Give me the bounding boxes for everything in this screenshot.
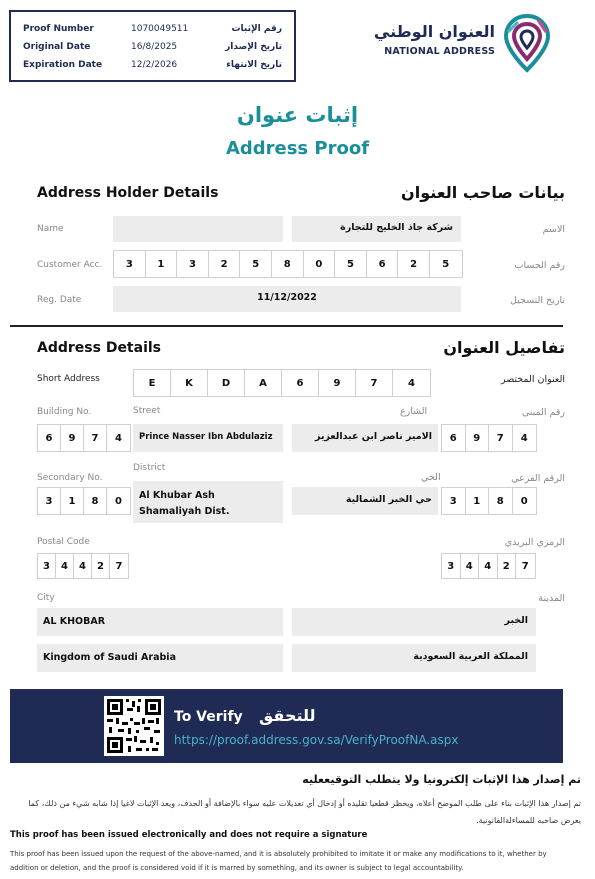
postal-digits: [37, 553, 129, 579]
postal-digit: 4: [56, 554, 74, 578]
postal-label: Postal Code: [37, 537, 90, 547]
proof-number-value: 1070049511: [131, 24, 189, 34]
proof-info-box: [9, 10, 296, 82]
verify-link[interactable]: https://proof.address.gov.sa/VerifyProofNA.aspx: [174, 733, 459, 747]
original-date-label: Original Date: [23, 42, 91, 52]
account-digit: 2: [398, 251, 430, 277]
secondary-digit-ar: 1: [466, 488, 490, 514]
building-label: Building No.: [37, 407, 92, 417]
secondary-label-ar: الرقم الفرعي: [511, 473, 565, 484]
reg-date-value: 11/12/2022: [257, 292, 317, 303]
short-address-label-ar: العنوان المختصر: [500, 374, 565, 385]
reg-date-label: Reg. Date: [37, 295, 82, 305]
country-field-ar: [292, 644, 536, 672]
footer-body-ar: تم إصدار هذا الإثبات بناء على طلب الموضح أعلاه، ويحظر قطعيا تقليده أو إدخال أي تعديلات عليه سواء بالإضافة أو الحذف، ويعد الإثبات لاغيا إذا شابه شيء من ذلك، كما يعرض صاحبه للمساءلةالقانونية.: [28, 799, 581, 825]
title-en: Address Proof: [225, 138, 370, 159]
expiration-date-label-ar: تاريخ الانتهاء: [226, 60, 282, 70]
street-value: Prince Nasser Ibn Abdulaziz: [139, 432, 273, 442]
building-digit-ar: 9: [466, 425, 490, 451]
short-address-char: 7: [356, 370, 393, 396]
account-digit: 5: [240, 251, 272, 277]
name-field-en: [113, 216, 283, 242]
secondary-label: Secondary No.: [37, 473, 103, 483]
building-label-ar: رقم المبنى: [521, 407, 565, 418]
reg-date-label-ar: تاريخ التسجيل: [510, 295, 565, 306]
proof-number-label-ar: رقم الإثبات: [231, 24, 282, 34]
proof-number-label: Proof Number: [23, 24, 94, 34]
building-digit-ar: 6: [442, 425, 466, 451]
logo-text-ar: العنوان الوطني: [373, 22, 495, 41]
expiration-date-label: Expiration Date: [23, 60, 103, 70]
country-value-ar: المملكة العربية السعودية: [413, 651, 528, 662]
address-heading-ar: تفاصيل العنوان: [443, 338, 565, 357]
expiration-date-value: 12/2/2026: [131, 60, 178, 70]
city-label-ar: المدينة: [538, 593, 565, 604]
building-digits-ar: [441, 424, 537, 452]
city-field-en: [37, 608, 283, 636]
street-field-en: [133, 424, 283, 452]
building-digit-ar: 7: [489, 425, 513, 451]
district-value-ar: حي الخبر الشمالية: [345, 494, 432, 505]
name-label: Name: [37, 224, 64, 234]
account-digit: 1: [146, 251, 178, 277]
account-digits: [113, 250, 463, 278]
holder-heading-en: Address Holder Details: [37, 185, 219, 201]
qr-code[interactable]: [104, 696, 164, 756]
postal-digit: 4: [74, 554, 92, 578]
secondary-digit-ar: 0: [520, 495, 528, 507]
postal-digit-ar: 7: [521, 560, 529, 572]
name-field-ar: [292, 216, 461, 242]
short-address-char: K: [171, 370, 208, 396]
secondary-digits-ar: [441, 487, 537, 515]
postal-label-ar: الرمزي البريدي: [504, 537, 565, 548]
street-field-ar: [292, 424, 438, 452]
address-heading-en: Address Details: [37, 340, 162, 356]
qr-code-icon: [104, 696, 164, 756]
proof-number-row: [11, 24, 294, 42]
national-address-logo-icon: [502, 12, 552, 74]
holder-heading-ar: بيانات صاحب العنوان: [401, 183, 565, 202]
original-date-label-ar: تاريخ الإصدار: [225, 42, 282, 52]
account-digit: 5: [335, 251, 367, 277]
secondary-digit: 0: [115, 495, 122, 507]
title-ar: إثبات عنوان: [236, 103, 359, 127]
account-digit: 3: [177, 251, 209, 277]
secondary-digit-ar: 3: [442, 488, 466, 514]
street-label-ar: الشارع: [400, 406, 428, 417]
verify-label-ar: للتحقق: [259, 706, 316, 725]
secondary-digits: [37, 487, 131, 515]
secondary-digit: 3: [38, 488, 61, 514]
building-digit: 7: [84, 425, 107, 451]
district-field-en: [133, 481, 283, 523]
district-field-ar: [292, 487, 438, 515]
postal-digit-ar: 4: [461, 554, 480, 578]
logo-text-en: NATIONAL ADDRESS: [384, 46, 495, 57]
short-address-label: Short Address: [37, 374, 100, 384]
short-address-char: 9: [319, 370, 356, 396]
account-digit: 0: [304, 251, 336, 277]
secondary-digit-ar: 8: [489, 488, 513, 514]
city-label: City: [37, 593, 55, 603]
building-digit: 9: [61, 425, 84, 451]
postal-digit-ar: 2: [498, 554, 517, 578]
secondary-digit: 1: [61, 488, 84, 514]
section-divider: [10, 325, 563, 327]
original-date-row: [11, 42, 294, 60]
account-digit: 3: [114, 251, 146, 277]
reg-date-field: [113, 286, 461, 312]
district-label: District: [133, 463, 166, 473]
name-label-ar: الاسم: [542, 224, 565, 235]
footer-body-en: This proof has been issued upon the request of the above-named, and it is absolutely prohibited to imitate it or make any modifications to it, whether by addition or deletion, and the proof is considered void if it is marred by something, and its owner is subject to legal accountability.: [10, 850, 547, 872]
account-digit: 2: [209, 251, 241, 277]
footer-title-ar: تم إصدار هذا الإثبات إلكترونيا ولا يتطلب التوقيععليه: [302, 773, 581, 786]
building-digit: 4: [115, 432, 122, 444]
country-value: Kingdom of Saudi Arabia: [43, 652, 176, 663]
street-label: Street: [133, 406, 161, 416]
postal-digit-ar: 4: [479, 554, 498, 578]
expiration-date-row: [11, 60, 294, 78]
postal-digit: 7: [115, 560, 123, 572]
short-address-char: 6: [282, 370, 319, 396]
account-label: Customer Acc.: [37, 260, 103, 270]
original-date-value: 16/8/2025: [131, 42, 178, 52]
building-digit: 6: [38, 425, 61, 451]
district-label-ar: الحي: [421, 472, 441, 483]
short-address-char: A: [245, 370, 282, 396]
account-digit: 6: [367, 251, 399, 277]
postal-digit: 3: [38, 554, 56, 578]
account-label-ar: رقم الحساب: [514, 260, 565, 271]
verify-label-en: To Verify: [174, 709, 243, 725]
account-digit: 5: [442, 258, 450, 270]
short-address-char: E: [134, 370, 171, 396]
postal-digit: 2: [92, 554, 110, 578]
city-value-ar: الخبر: [504, 615, 528, 626]
building-digit-ar: 4: [520, 432, 528, 444]
footer-title-en: This proof has been issued electronically and does not require a signature: [10, 830, 368, 840]
building-digits: [37, 424, 131, 452]
country-field-en: [37, 644, 283, 672]
street-value-ar: الامير ناصر ابن عبدالعزيز: [315, 431, 432, 442]
district-value: Al Khubar Ash Shamaliyah Dist.: [139, 490, 230, 517]
postal-digit-ar: 3: [442, 554, 461, 578]
name-value: شركة جاذ الخليج للتجارة: [340, 222, 453, 233]
short-address-char: 4: [408, 377, 415, 389]
secondary-digit: 8: [84, 488, 107, 514]
short-address-digits: [133, 369, 431, 397]
city-field-ar: [292, 608, 536, 636]
verify-banner: [10, 689, 563, 763]
short-address-char: D: [208, 370, 245, 396]
postal-digits-ar: [441, 553, 536, 579]
city-value: AL KHOBAR: [43, 616, 106, 627]
account-digit: 8: [272, 251, 304, 277]
